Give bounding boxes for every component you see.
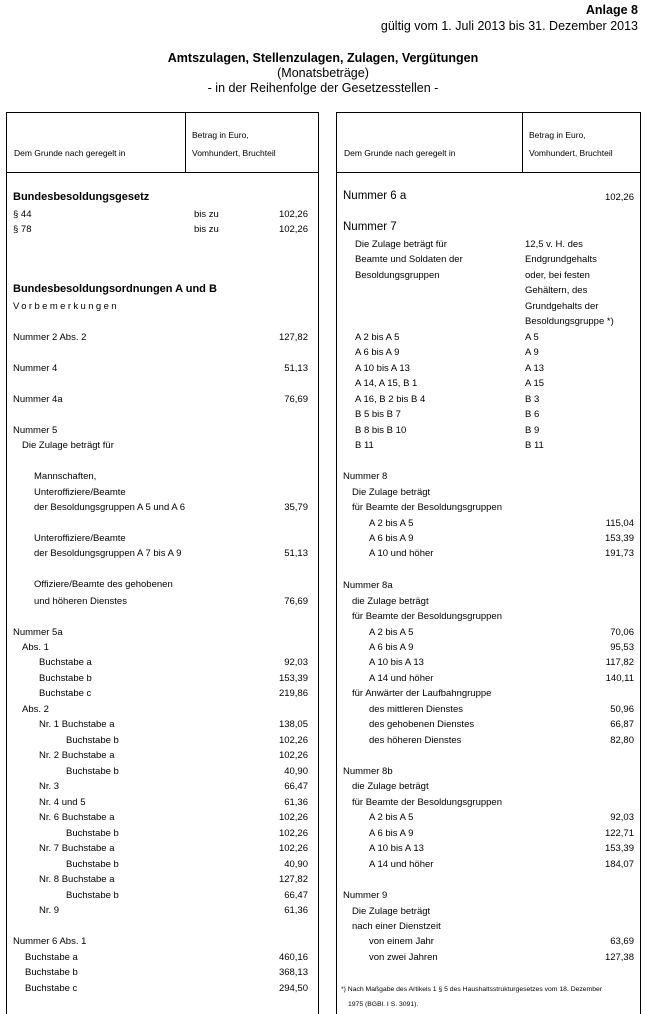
validity-period: gültig vom 1. Juli 2013 bis 31. Dezember 2013 [380,19,638,33]
entry-value: 35,79 [284,502,308,513]
entry-value: 92,03 [610,812,634,823]
entry-value: 102,26 [278,828,308,839]
entry-value: 153,39 [278,673,308,684]
entry-label: § 78 [13,224,32,235]
entry-label: des mittleren Dienstes [369,704,463,715]
entry-label: Nummer 6 Abs. 1 [13,936,87,947]
entry-text: Besoldungsgruppe *) [525,316,614,327]
entry-label: Nr. 8 Buchstabe a [39,874,115,885]
entry-value: 51,13 [284,363,308,374]
entry-label: Abs. 1 [22,642,49,653]
entry-label: A 10 und höher [369,548,434,559]
entry-value: A 15 [525,378,545,389]
entry-label: Nummer 6 a [343,190,407,202]
entry-label: Nummer 7 [343,221,397,233]
footnote: *) Nach Maßgabe des Artikels 1 § 5 des Haushaltsstrukturgesetzes vom 18. Dezember [341,986,603,993]
entry-value: 40,90 [284,766,308,777]
entry-value: 95,53 [610,642,634,653]
document-subtitle: (Monatsbeträge) [277,66,369,80]
entry-label: Abs. 2 [22,704,49,715]
entry-label: § 44 [13,209,32,220]
entry-text: Unteroffiziere/Beamte [34,487,126,498]
entry-value: B 3 [525,394,540,405]
entry-value: 117,82 [605,657,634,668]
entry-value: 82,80 [610,735,634,746]
subsection-heading: Vorbemerkungen [13,301,119,312]
entry-label: A 16, B 2 bis B 4 [355,394,426,405]
entry-value: 40,90 [284,859,308,870]
column-header-basis: Dem Grunde nach geregelt in [14,148,126,158]
entry-value: 51,13 [284,548,308,559]
entry-value: 122,71 [604,828,634,839]
entry-label: Nummer 9 [343,890,388,901]
entry-text: der Besoldungsgruppen A 5 und A 6 [34,502,186,513]
entry-text: Die Zulage beträgt für [355,239,447,250]
column-header-amount-line1: Betrag in Euro, [192,130,249,140]
entry-value: B 6 [525,409,540,420]
entry-value: 76,69 [284,394,308,405]
entry-text: Offiziere/Beamte des gehobenen [34,579,173,590]
entry-value: 294,50 [278,983,308,994]
entry-label: A 10 bis A 13 [369,843,424,854]
entry-label: Nummer 4 [13,363,58,374]
footnote-continuation: 1975 (BGBl. I S. 3091). [348,1001,419,1008]
entry-label: A 14 und höher [369,673,434,684]
entry-value: 61,36 [284,905,308,916]
entry-value: A 5 [525,332,539,343]
entry-value: 460,16 [278,952,308,963]
entry-label: Nr. 4 und 5 [39,797,86,808]
entry-text: Die Zulage beträgt [352,906,431,917]
entry-label: A 2 bis A 5 [369,627,414,638]
entry-label: A 6 bis A 9 [369,828,414,839]
entry-text: Grundgehalts der [525,301,599,312]
header-rule [7,172,318,173]
entry-label: Nummer 8a [343,580,393,591]
entry-label: A 6 bis A 9 [369,533,414,544]
entry-value: 368,13 [278,967,308,978]
entry-text: Unteroffiziere/Beamte [34,533,126,544]
entry-text: für Beamte der Besoldungsgruppen [352,502,502,513]
entry-label: Nummer 8 [343,471,388,482]
entry-label: A 2 bis A 5 [355,332,400,343]
entry-label: Buchstabe b [66,859,119,870]
entry-text: für Beamte der Besoldungsgruppen [352,797,502,808]
entry-value: 102,26 [278,843,308,854]
entry-label: Buchstabe c [39,688,92,699]
entry-label: Nr. 7 Buchstabe a [39,843,115,854]
entry-value: 138,05 [278,719,308,730]
entry-label: Buchstabe c [25,983,78,994]
entry-qualifier: bis zu [194,224,219,235]
entry-label: Buchstabe a [39,657,92,668]
entry-text: Gehältern, des [525,285,588,296]
entry-value: 127,82 [278,332,308,343]
entry-value: 127,82 [278,874,308,885]
entry-label: Buchstabe b [25,967,78,978]
section-heading: Bundesbesoldungsordnungen A und B [13,283,217,295]
entry-text: die Zulage beträgt [352,781,429,792]
entry-label: A 14, A 15, B 1 [355,378,418,389]
column-header-amount-line2: Vomhundert, Bruchteil [529,148,613,158]
entry-value: 63,69 [610,936,634,947]
entry-value: 70,06 [610,627,634,638]
section-heading: Bundesbesoldungsgesetz [13,191,150,203]
entry-label: B 5 bis B 7 [355,409,401,420]
entry-value: 191,73 [604,548,634,559]
entry-label: Nummer 2 Abs. 2 [13,332,87,343]
entry-value: 66,47 [284,890,308,901]
entry-label: Nummer 5a [13,627,63,638]
entry-label: A 10 bis A 13 [355,363,410,374]
entry-value: 153,39 [604,533,634,544]
entry-qualifier: bis zu [194,209,219,220]
entry-label: Nr. 2 Buchstabe a [39,750,115,761]
entry-value: A 9 [525,347,539,358]
entry-value: 102,26 [278,750,308,761]
entry-text: Beamte und Soldaten der [355,254,463,265]
entry-label: Nr. 3 [39,781,60,792]
entry-text: die Zulage beträgt [352,596,429,607]
entry-value: 66,47 [284,781,308,792]
document-subtitle-order: - in der Reihenfolge der Gesetzesstellen - [207,81,439,95]
entry-text: und höheren Dienstes [34,596,127,607]
entry-label: Buchstabe b [66,766,119,777]
attachment-label: Anlage 8 [585,3,638,17]
entry-text: Besoldungsgruppen [355,270,440,281]
entry-label: von einem Jahr [369,936,434,947]
column-divider [522,113,523,172]
entry-value: 153,39 [604,843,634,854]
entry-label: von zwei Jahren [369,952,438,963]
entry-text: nach einer Dienstzeit [352,921,441,932]
entry-text: der Besoldungsgruppen A 7 bis A 9 [34,548,182,559]
entry-label: des gehobenen Dienstes [369,719,475,730]
entry-value: 102,26 [604,192,634,203]
entry-label: A 2 bis A 5 [369,812,414,823]
entry-value: 102,26 [278,812,308,823]
column-header-amount-line2: Vomhundert, Bruchteil [192,148,276,158]
entry-label: Buchstabe a [25,952,78,963]
entry-value: 140,11 [605,673,634,684]
entry-value: 76,69 [284,596,308,607]
entry-value: 50,96 [610,704,634,715]
column-header-basis: Dem Grunde nach geregelt in [344,148,456,158]
document-title: Amtszulagen, Stellenzulagen, Zulagen, Vergütungen [167,51,479,65]
entry-text: Die Zulage beträgt für [22,440,114,451]
entry-label: Buchstabe b [39,673,92,684]
entry-text: Die Zulage beträgt [352,487,431,498]
entry-value: 92,03 [284,657,308,668]
header-rule [337,172,640,173]
entry-text: für Beamte der Besoldungsgruppen [352,611,502,622]
entry-value: 61,36 [284,797,308,808]
entry-value: 127,38 [604,952,634,963]
entry-value: A 13 [525,363,545,374]
entry-text: für Anwärter der Laufbahngruppe [352,688,492,699]
entry-label: Nr. 6 Buchstabe a [39,812,115,823]
entry-value: 102,26 [278,224,308,235]
entry-label: A 14 und höher [369,859,434,870]
entry-text: 12,5 v. H. des [525,239,583,250]
entry-label: Nr. 9 [39,905,60,916]
entry-label: A 6 bis A 9 [355,347,400,358]
entry-value: B 9 [525,425,540,436]
entry-value: 219,86 [278,688,308,699]
entry-label: Buchstabe b [66,890,119,901]
entry-value: 66,87 [610,719,634,730]
entry-label: A 6 bis A 9 [369,642,414,653]
entry-label: A 2 bis A 5 [369,518,414,529]
entry-label: Nummer 4a [13,394,63,405]
entry-label: Buchstabe b [66,735,119,746]
entry-label: A 10 bis A 13 [369,657,424,668]
entry-label: B 11 [355,440,374,451]
entry-label: Nummer 5 [13,425,58,436]
entry-text: Mannschaften, [34,471,97,482]
entry-value: 184,07 [604,859,634,870]
entry-text: Endgrundgehalts [525,254,597,265]
entry-label: des höheren Dienstes [369,735,462,746]
column-header-amount-line1: Betrag in Euro, [529,130,586,140]
entry-value: 115,04 [605,518,634,529]
entry-value: B 11 [525,440,544,451]
entry-text: oder, bei festen [525,270,590,281]
entry-label: B 8 bis B 10 [355,425,407,436]
entry-label: Buchstabe b [66,828,119,839]
entry-label: Nr. 1 Buchstabe a [39,719,115,730]
column-divider [185,113,186,172]
entry-value: 102,26 [278,735,308,746]
entry-label: Nummer 8b [343,766,393,777]
entry-value: 102,26 [278,209,308,220]
